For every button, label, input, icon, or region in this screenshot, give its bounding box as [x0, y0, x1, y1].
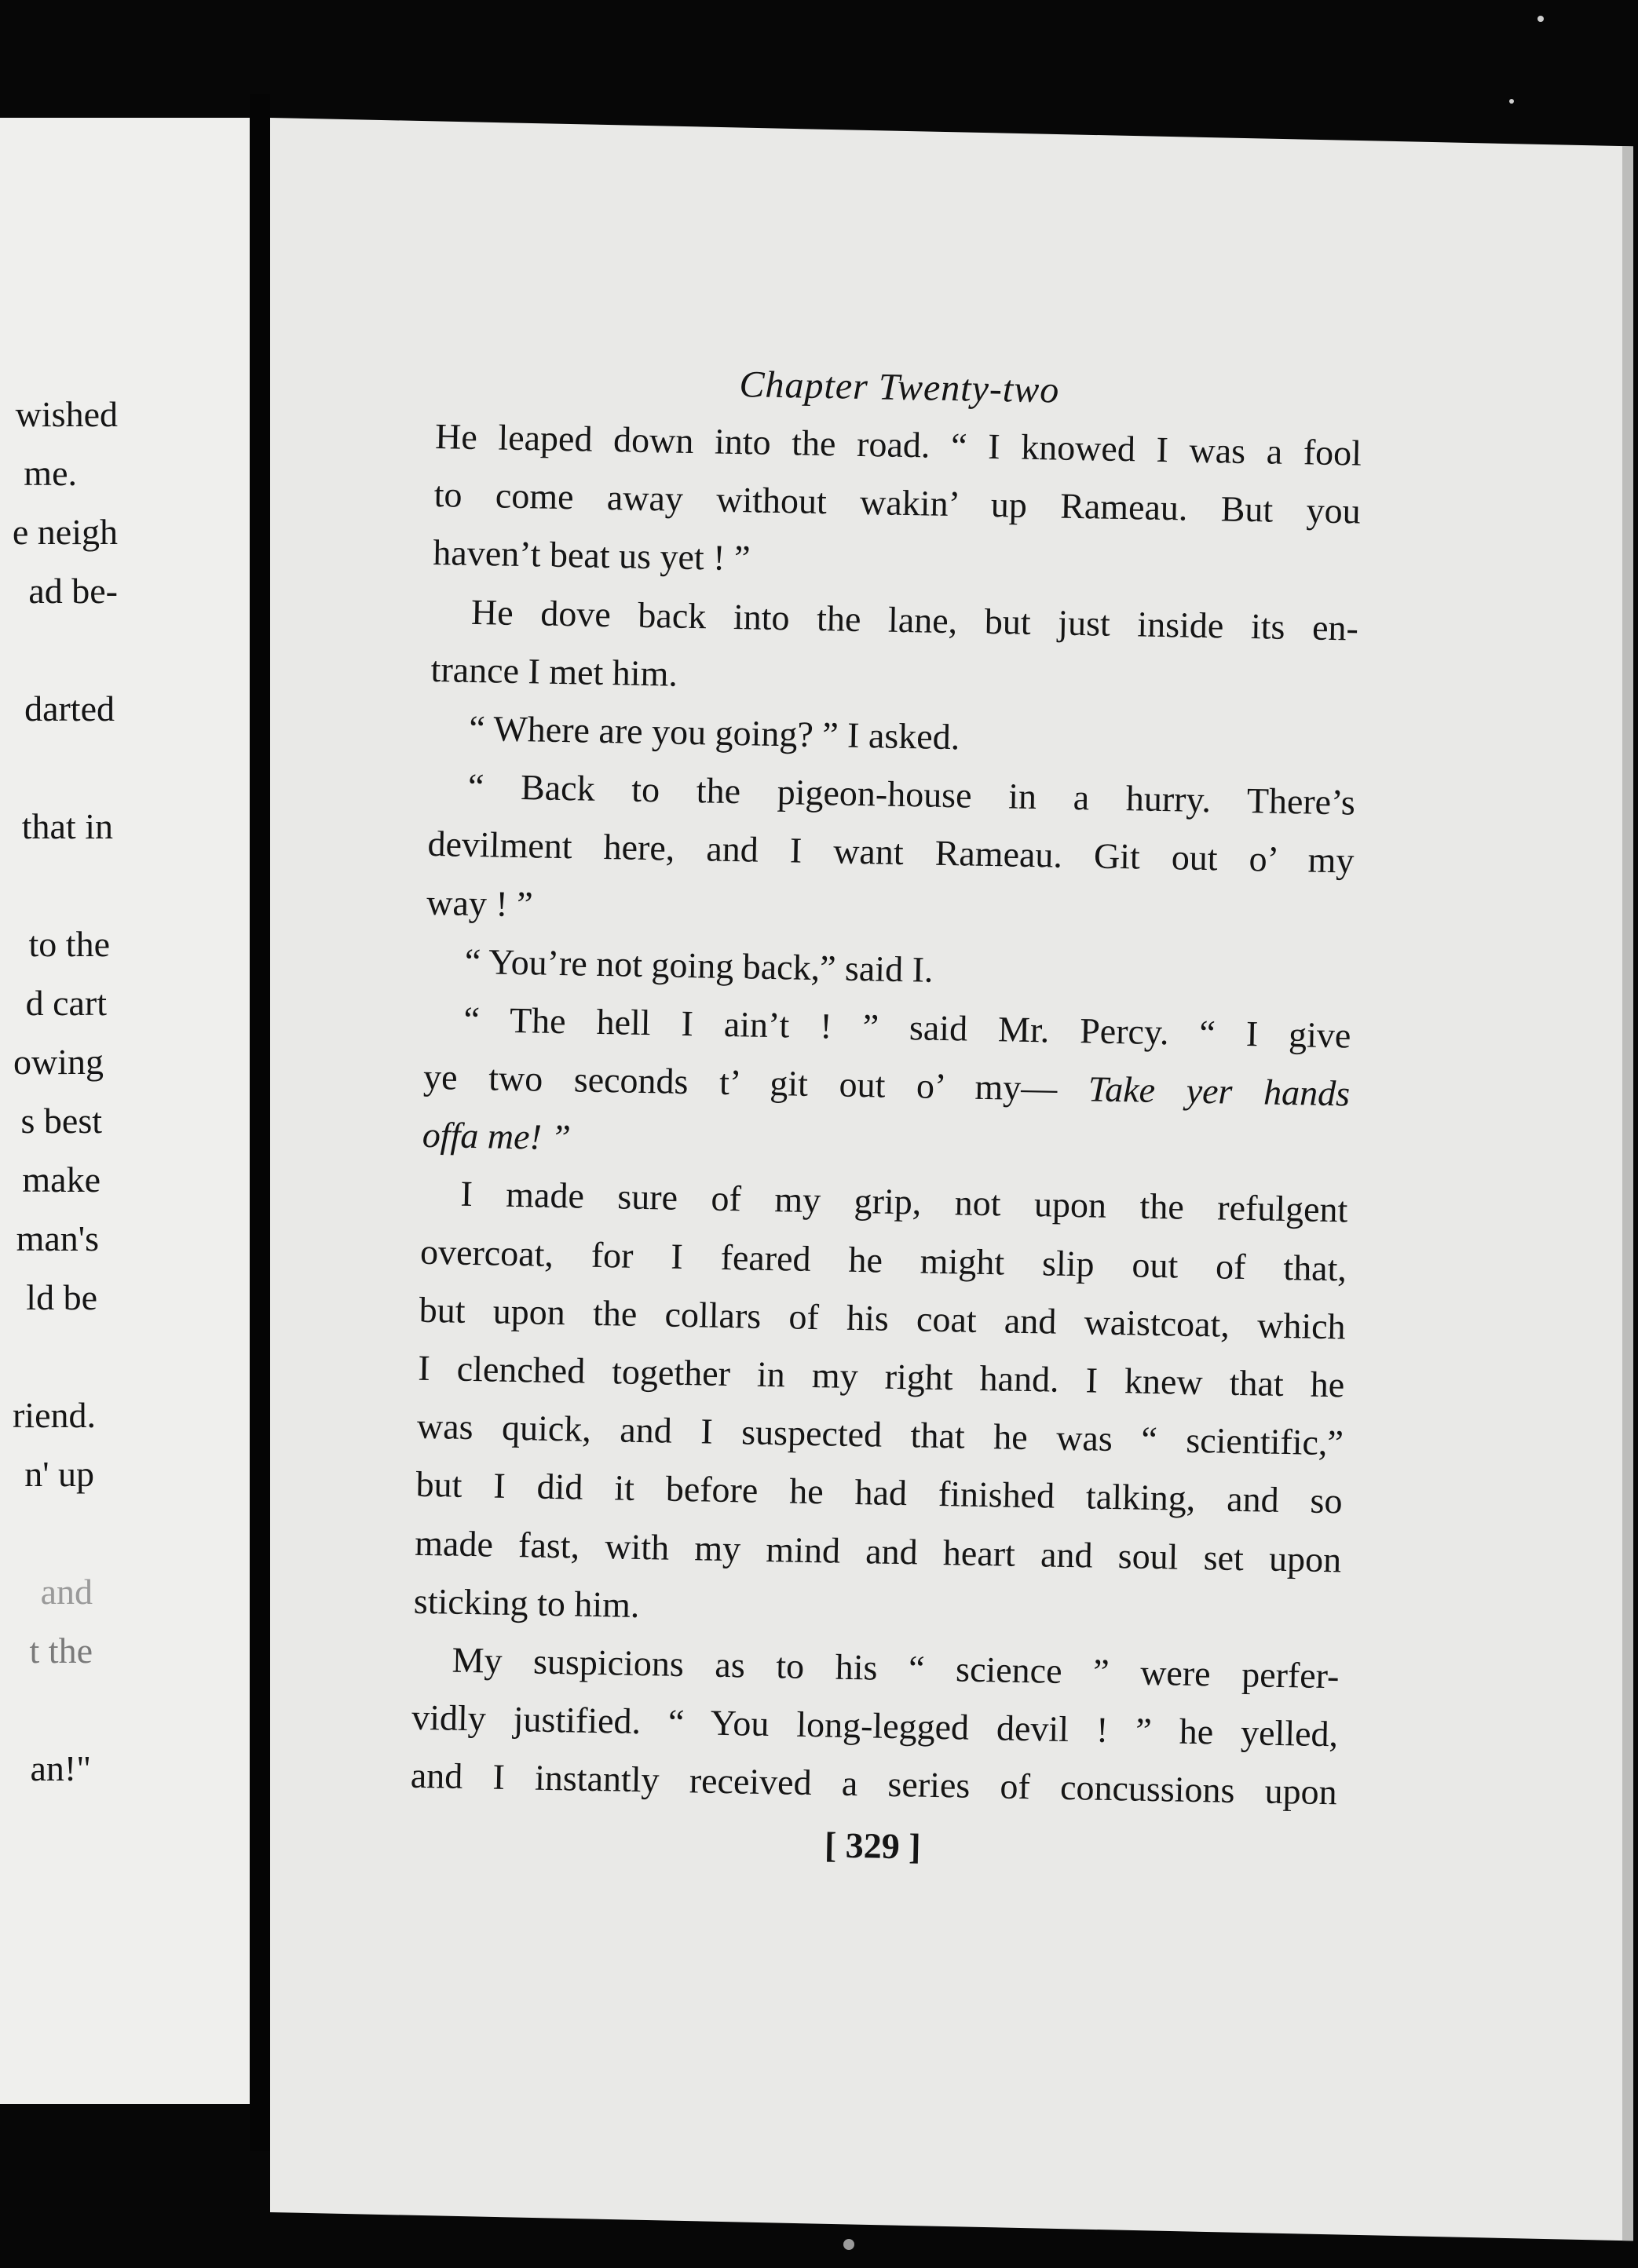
left-fragment: me. — [24, 453, 77, 493]
text-segment: ye two seconds t’ git out o’ my— — [422, 1056, 1058, 1108]
text-line: I clenched together in my right hand. I knew that he — [417, 1347, 1345, 1405]
text-line: devilment here, and I want Rameau. Git out o’ my — [427, 824, 1355, 881]
left-fragment: t the — [29, 1631, 93, 1671]
left-fragment: e neigh — [12, 512, 118, 552]
left-fragment: wished — [15, 394, 118, 434]
scan-speck — [1537, 16, 1544, 22]
text-line: I made sure of my grip, not upon the refulgent — [460, 1174, 1348, 1230]
text-line: “ The hell I ain’t ! ” said Mr. Percy. “ I give — [463, 999, 1351, 1056]
left-fragment: s best — [20, 1101, 102, 1141]
left-fragment: to the — [28, 924, 110, 964]
text-line: to come away without wakin’ up Rameau. But you — [433, 474, 1362, 531]
text-line: “ Where are you going? ” I asked. — [468, 707, 960, 758]
left-fragment: d cart — [25, 983, 107, 1023]
text-line: but upon the collars of his coat and waistcoat, which — [419, 1289, 1347, 1347]
text-line: sticking to him. — [413, 1580, 640, 1625]
left-fragment: ad be- — [28, 571, 118, 611]
text-line: haven’t beat us yet ! ” — [432, 532, 751, 579]
left-fragment: that in — [21, 806, 113, 846]
page-number: [ 329 ] — [824, 1824, 922, 1867]
left-fragment: n' up — [24, 1454, 94, 1494]
text-line: and I instantly received a series of concussions upon — [410, 1755, 1338, 1813]
left-fragment: owing — [13, 1042, 104, 1082]
left-fragment: and — [40, 1572, 93, 1612]
left-fragment: ld be — [26, 1277, 97, 1317]
text-line: He dove back into the lane, but just inside its en- — [470, 591, 1359, 648]
text-line: trance I met him. — [430, 648, 678, 694]
text-line: “ Back to the pigeon-house in a hurry. There’s — [467, 765, 1356, 823]
text-line: vidly justified. “ You long-legged devil ! ” he yelled, — [411, 1696, 1339, 1755]
text-line: made fast, with my mind and heart and soul set upon — [414, 1522, 1342, 1580]
page-gutter — [250, 94, 270, 2151]
previous-page — [0, 118, 250, 2104]
left-fragment: riend. — [12, 1395, 96, 1435]
chapter-heading: Chapter Twenty-two — [739, 363, 1060, 411]
text-line: was quick, and I suspected that he was “ scientific,” — [416, 1405, 1344, 1463]
scan-speck — [843, 2239, 854, 2250]
left-fragment: make — [22, 1160, 101, 1200]
text-line: overcoat, for I feared he might slip out of that, — [419, 1231, 1347, 1289]
text-line: “ You’re not going back,” said I. — [464, 940, 934, 990]
text-line: He leaped down into the road. “ I knowed I was a fool — [434, 415, 1362, 473]
text-line: but I did it before he had finished talking, and so — [415, 1464, 1343, 1521]
text-line: My suspicions as to his “ science ” were perfer- — [452, 1639, 1340, 1696]
left-fragment: an!" — [30, 1748, 91, 1788]
left-fragment: man's — [16, 1218, 99, 1258]
page-text — [409, 357, 1363, 1883]
scan-speck — [1509, 99, 1514, 104]
italic-segment: Take yer hands — [1088, 1068, 1351, 1114]
text-line: offa me! ” — [422, 1115, 572, 1158]
text-line: way ! ” — [426, 882, 534, 924]
left-fragment: darted — [24, 688, 115, 729]
